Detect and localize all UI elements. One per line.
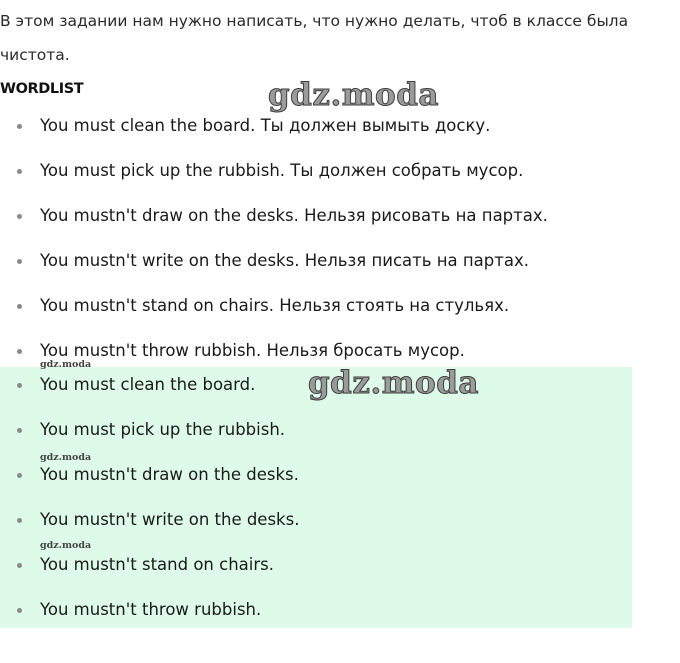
- bullet-icon: [17, 518, 22, 523]
- bullet-icon: [17, 473, 22, 478]
- list-item-text: You mustn't write on the desks.: [40, 510, 300, 529]
- list-item-text: You mustn't draw on the desks. Нельзя рисовать на партах.: [40, 206, 548, 225]
- watermark-logo: gdz.moda: [308, 365, 479, 401]
- list-item: [0, 156, 680, 201]
- list-item-text: You mustn't stand on chairs. Нельзя стоять на стульях.: [40, 296, 510, 315]
- list-item: [0, 505, 632, 550]
- bullet-icon: [17, 428, 22, 433]
- list-item: [0, 291, 680, 336]
- bullet-icon: [17, 214, 22, 219]
- bullet-icon: [17, 383, 22, 388]
- list-item: [0, 460, 632, 505]
- list-item: [0, 201, 680, 246]
- bullet-icon: [17, 259, 22, 264]
- list-item: [0, 595, 632, 640]
- list-item-text: You mustn't throw rubbish. Нельзя бросать мусор.: [40, 341, 465, 360]
- list-item-text: You must pick up the rubbish.: [40, 420, 286, 439]
- list-item-text: You must pick up the rubbish. Ты должен собрать мусор.: [40, 161, 524, 180]
- bullet-icon: [17, 563, 22, 568]
- list-item-text: You mustn't write on the desks. Нельзя писать на партах.: [40, 251, 529, 270]
- bullet-icon: [17, 124, 22, 129]
- list-item: [0, 550, 632, 595]
- bullet-icon: [17, 349, 22, 354]
- list-item-text: You mustn't throw rubbish.: [40, 600, 262, 619]
- bullet-icon: [17, 304, 22, 309]
- wordlist-english: [0, 365, 632, 640]
- list-item-text: You mustn't stand on chairs.: [40, 555, 274, 574]
- watermark-small: gdz.moda: [40, 359, 92, 370]
- list-item-text: You must clean the board.: [40, 375, 256, 394]
- list-item-text: You mustn't draw on the desks.: [40, 465, 299, 484]
- list-item-text: You must clean the board. Ты должен вымыть доску.: [40, 116, 491, 135]
- bullet-icon: [17, 169, 22, 174]
- bullet-icon: [17, 608, 22, 613]
- watermark-small: gdz.moda: [40, 452, 92, 463]
- watermark-small: gdz.moda: [40, 540, 92, 551]
- list-item: [0, 415, 632, 460]
- wordlist-heading: WORDLIST: [0, 81, 84, 97]
- wordlist-with-translation: [0, 111, 680, 381]
- intro-text: В этом задании нам нужно написать, что нужно делать, чтоб в классе была чистота.: [0, 12, 629, 64]
- list-item: [0, 111, 680, 156]
- list-item: [0, 246, 680, 291]
- watermark-logo: gdz.moda: [268, 77, 439, 113]
